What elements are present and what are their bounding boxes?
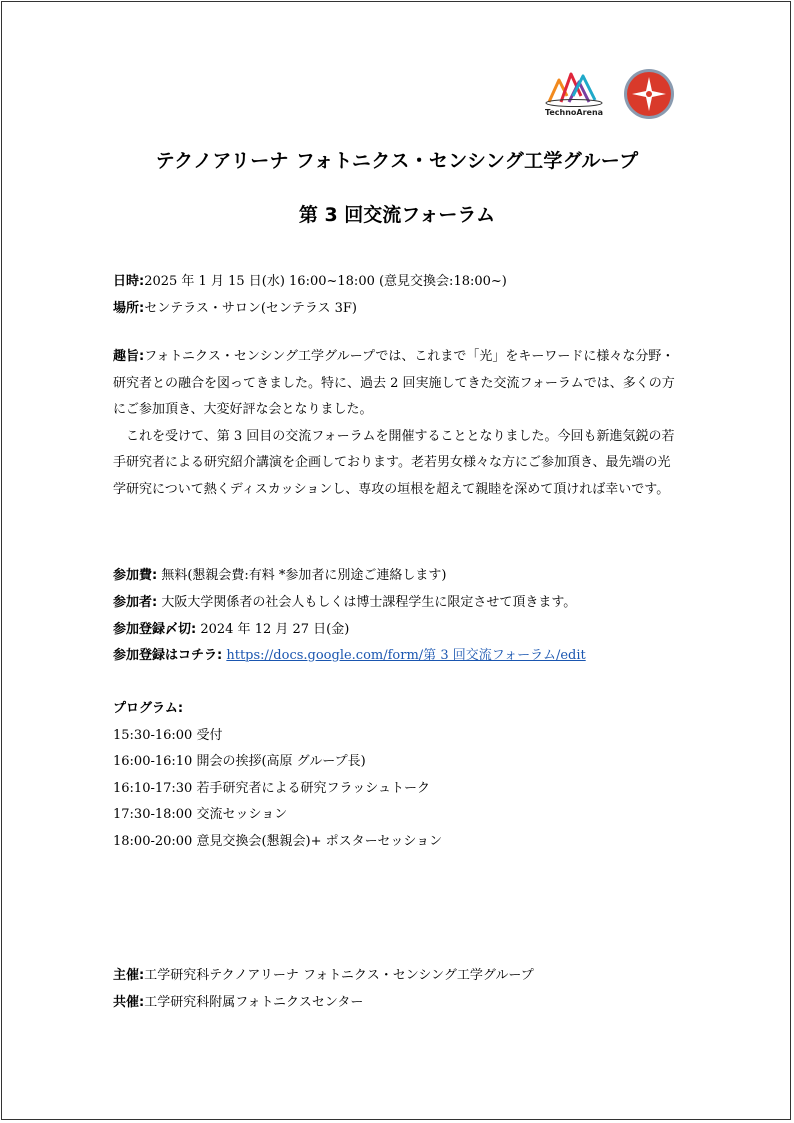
register-label: 参加登録はコチラ: <box>113 648 223 663</box>
program-desc: 開会の挨拶(高原 グループ長) <box>196 754 366 769</box>
purpose-section <box>113 344 683 503</box>
program-heading <box>113 697 183 716</box>
purpose-paragraph-1 <box>113 344 683 424</box>
technoarena-wordmark: TechnoArena <box>544 108 604 117</box>
title-line-2: 第 3 回交流フォーラム <box>298 204 496 226</box>
eligibility-value: 大阪大学関係者の社会人もしくは博士課程学生に限定させて頂きます。 <box>161 595 577 610</box>
program-item <box>113 803 287 822</box>
program-desc: 交流セッション <box>196 807 288 822</box>
title-line-1: テクノアリーナ フォトニクス・センシング工学グループ <box>155 150 639 172</box>
program-time: 16:00-16:10 <box>113 754 193 769</box>
deadline-value: 2024 年 12 月 27 日(金) <box>200 622 350 637</box>
venue-row <box>113 297 357 316</box>
datetime-value: 2025 年 1 月 15 日(水) 16:00~18:00 (意見交換会:18:00~) <box>144 274 507 289</box>
fee-value: 無料(懇親会費:有料 *参加者に別途ご連絡します) <box>161 568 447 583</box>
fee-label: 参加費: <box>113 568 158 583</box>
logo-group <box>543 66 678 122</box>
cohost-value: 工学研究科附属フォトニクスセンター <box>144 995 364 1010</box>
eligibility-label: 参加者: <box>113 595 158 610</box>
eligibility-row <box>113 591 576 610</box>
cohost-row <box>113 991 363 1010</box>
register-link[interactable]: https://docs.google.com/form/第 3 回交流フォーラム/edit <box>226 648 586 663</box>
host-value: 工学研究科テクノアリーナ フォトニクス・センシング工学グループ <box>144 968 534 983</box>
program-time: 17:30-18:00 <box>113 807 193 822</box>
program-item <box>113 830 442 849</box>
program-time: 15:30-16:00 <box>113 728 193 743</box>
program-label: プログラム: <box>113 701 184 716</box>
deadline-label: 参加登録〆切: <box>113 622 197 637</box>
program-item <box>113 750 366 769</box>
program-time: 18:00-20:00 <box>113 834 193 849</box>
host-row <box>113 964 534 983</box>
purpose-paragraph-2: これを受けて、第 3 回目の交流フォーラムを開催することとなりました。今回も新進気鋭の若手研究者による研究紹介講演を企画しております。老若男女様々な方にご参加頂き、最先端の光学研究について熱くディスカッションし、専攻の垣根を超えて親睦を深めて頂ければ幸いです。 <box>113 428 675 497</box>
program-item <box>113 724 222 743</box>
technoarena-mountain-icon <box>543 66 605 108</box>
register-row <box>113 644 586 663</box>
program-time: 16:10-17:30 <box>113 781 193 796</box>
compass-logo <box>623 68 675 120</box>
purpose-label: 趣旨: <box>113 349 145 364</box>
datetime-row <box>113 270 507 289</box>
compass-star-icon <box>623 68 675 120</box>
venue-label: 場所: <box>113 301 145 316</box>
purpose-text-1: フォトニクス・センシング工学グループでは、これまで「光」をキーワードに様々な分野・研究者との融合を図ってきました。特に、過去 2 回実施してきた交流フォーラムでは、多くの方にご参加頂き、大変好評な会となりました。 <box>113 349 675 417</box>
technoarena-logo <box>543 66 605 122</box>
program-desc: 意見交換会(懇親会)+ ポスターセッション <box>196 834 443 849</box>
cohost-label: 共催: <box>113 995 145 1010</box>
fee-row <box>113 564 447 583</box>
host-label: 主催: <box>113 968 145 983</box>
program-desc: 受付 <box>196 728 223 743</box>
program-item <box>113 777 430 796</box>
deadline-row <box>113 618 349 637</box>
datetime-label: 日時: <box>113 274 145 289</box>
venue-value: センテラス・サロン(センテラス 3F) <box>144 301 357 316</box>
program-desc: 若手研究者による研究フラッシュトーク <box>196 781 430 796</box>
